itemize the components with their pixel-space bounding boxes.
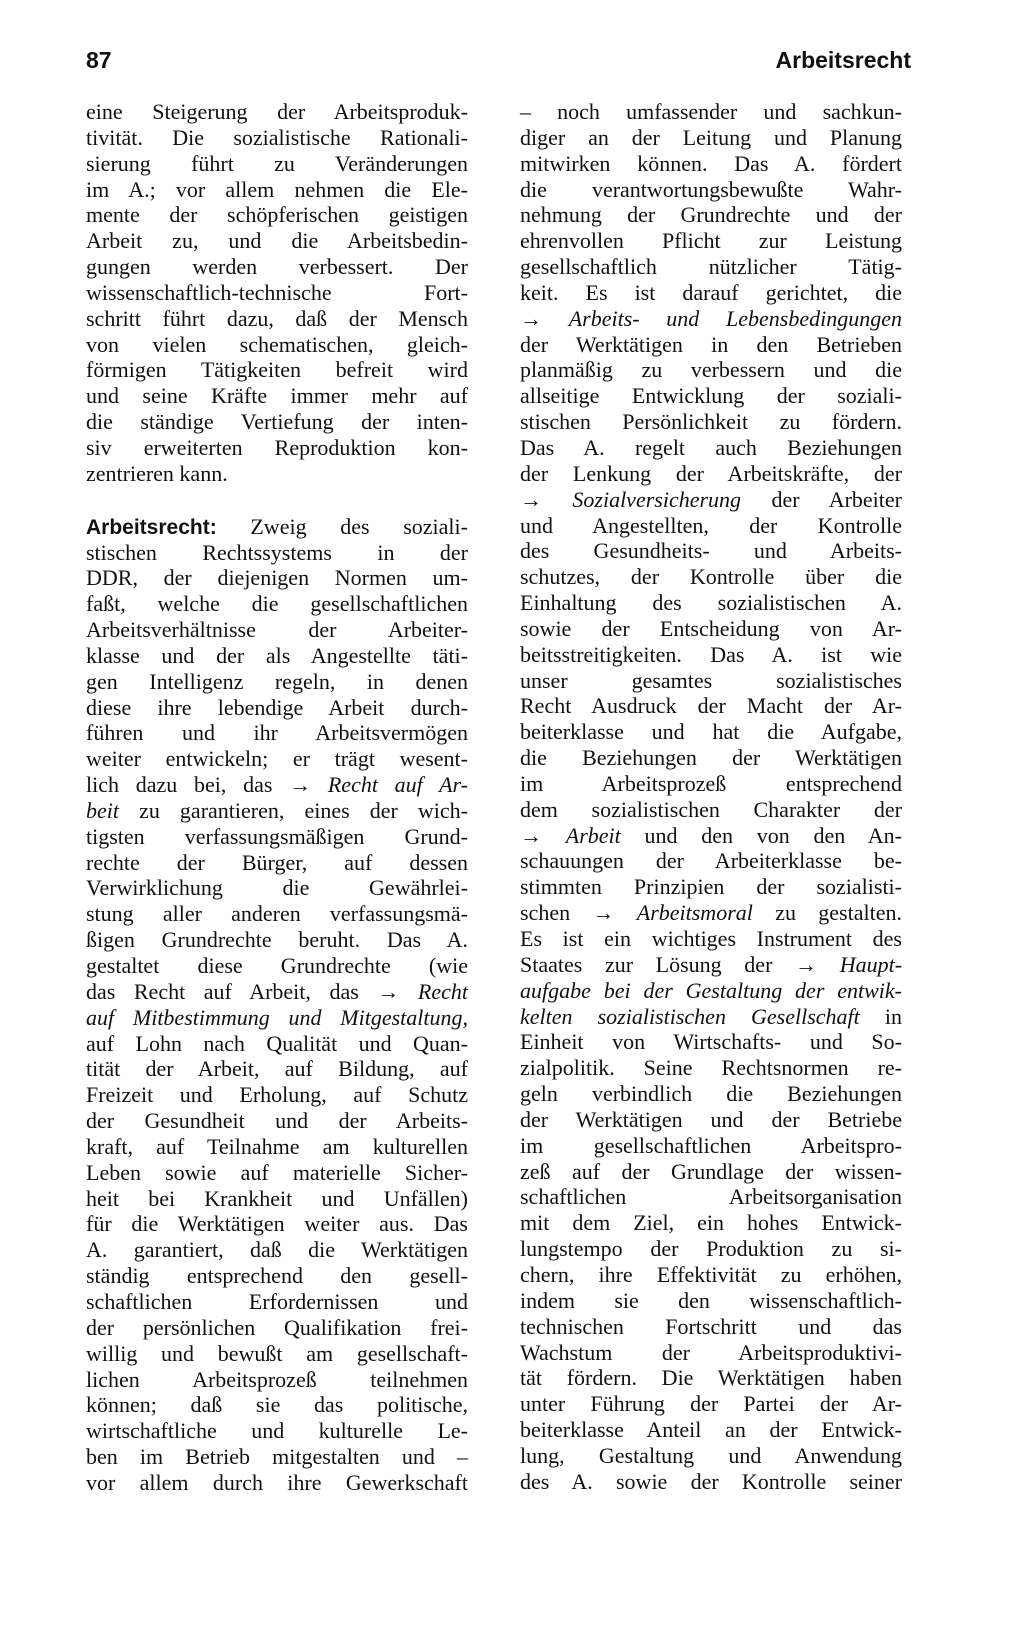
text-line: gestaltet diese Grundrechte (wie [86,953,468,978]
text-line: eine Steigerung der Arbeitsproduk- [86,99,468,124]
text-line: diger an der Leitung und Planung [520,124,902,150]
text-line [520,952,902,978]
text-line: Arbeitsverhältnisse der Arbeiter- [86,617,468,643]
cross-reference-link[interactable]: kelten sozialistischen Gesellschaft [520,1003,860,1029]
text-line: Einheit von Wirtschafts- und So- [520,1029,902,1055]
text-line: Das A. regelt auch Beziehungen [520,434,902,460]
text-run: zu gestalten. [752,900,902,926]
cross-reference-link[interactable]: Arbeits- und Lebensbedingungen [568,305,902,331]
text-line: führen und ihr Arbeitsvermögen [86,720,468,746]
text-line: mente der schöpferischen geistigen [86,202,468,228]
text-line: zeß auf der Grundlage der wissen- [520,1158,902,1184]
text-line: gen Intelligenz regeln, in denen [86,668,468,694]
text-line: und seine Kräfte immer mehr auf [86,383,468,409]
text-line: wirtschaftliche und kulturelle Le- [86,1418,468,1444]
text-line [86,979,468,1005]
text-line: die verantwortungsbewußte Wahr- [520,176,902,202]
text-line: im A.; vor allem nehmen die Ele- [86,176,468,202]
text-line: unser gesamtes sozialistisches [520,667,902,693]
text-line: lichen Arbeitsprozeß teilnehmen [86,1366,468,1392]
text-line: Es ist ein wichtiges Instrument des [520,926,902,951]
text-line: planmäßig zu verbessern und die [520,357,902,383]
text-line [520,823,902,849]
running-head-title: Arbeitsrecht [775,47,911,73]
text-line: beiterklasse und hat die Aufgabe, [520,719,902,745]
text-line: A. garantiert, daß die Werktätigen [86,1237,468,1263]
cross-reference-link[interactable]: Arbeit [565,822,621,848]
text-line: indem sie den wissenschaftlich- [520,1287,902,1313]
text-line: lungstempo der Produktion zu si- [520,1236,902,1262]
text-line: Einhaltung des sozialistischen A. [520,590,902,616]
page-number: 87 [86,47,112,73]
text-line: stischen Rechtssystems in der [86,539,468,565]
text-line [86,1005,468,1031]
text-line: vor allem durch ihre Gewerkschaft [86,1469,468,1495]
text-line: von vielen schematischen, gleich- [86,331,468,357]
text-line: geln verbindlich die Beziehungen [520,1081,902,1107]
text-line: schutzes, der Kontrolle über die [520,564,902,590]
text-line: der Werktätigen und der Betriebe [520,1106,902,1132]
cross-reference-arrow-icon: → [520,486,542,512]
cross-reference-link[interactable]: beit [86,797,119,823]
cross-reference-link[interactable]: Sozialversicherung [572,486,742,512]
text-run: zu garantieren, eines der wich- [119,797,468,823]
cross-reference-link[interactable]: Recht auf Ar- [327,772,468,798]
text-line: schritt führt dazu, daß der Mensch [86,305,468,331]
text-line: – noch umfassender und sachkun- [520,99,902,124]
text-line: und Angestellten, der Kontrolle [520,512,902,538]
cross-reference-link[interactable]: auf Mitbestimmung und Mitgestaltung, [86,1004,468,1030]
text-line: willig und bewußt am gesellschaft- [86,1340,468,1366]
entry-first-line [86,514,468,540]
text-line [86,772,468,798]
entry-definition-start: Zweig des soziali- [216,513,468,539]
text-line: Leben sowie auf materielle Sicher- [86,1159,468,1185]
text-line: gesellschaftlich nützlicher Tätig- [520,254,902,280]
text-line [520,487,902,513]
text-line: nehmung der Grundrechte und der [520,202,902,228]
text-line: förmigen Tätigkeiten befreit wird [86,357,468,383]
text-line: chern, ihre Effektivität zu erhöhen, [520,1261,902,1287]
entry-term: Arbeitsrecht: [86,515,217,539]
text-line: Arbeit zu, und die Arbeitsbedin- [86,228,468,254]
cross-reference-arrow-icon: → [289,772,312,798]
text-line: Freizeit und Erholung, auf Schutz [86,1082,468,1108]
text-line: faßt, welche die gesellschaftlichen [86,591,468,617]
text-line: ehrenvollen Pflicht zur Leistung [520,228,902,254]
text-line: beiterklasse Anteil an der Entwick- [520,1417,902,1443]
text-line [520,900,902,926]
text-run: lich dazu bei, das [86,772,290,798]
paragraph-gap [86,487,468,514]
text-line: gungen werden verbessert. Der [86,254,468,280]
text-line: im gesellschaftlichen Arbeitspro- [520,1132,902,1158]
text-line: Recht Ausdruck der Macht der Ar- [520,693,902,719]
text-line: tät fördern. Die Werktätigen haben [520,1365,902,1391]
text-line: zialpolitik. Seine Rechtsnormen re- [520,1055,902,1081]
text-line: mitwirken können. Das A. fördert [520,150,902,176]
text-line: tigsten verfassungsmäßigen Grund- [86,823,468,849]
text-line: der Lenkung der Arbeitskräfte, der [520,460,902,486]
text-line: Wachstum der Arbeitsproduktivi- [520,1339,902,1365]
text-line: schaftlichen Arbeitsorganisation [520,1184,902,1210]
text-line: tität der Arbeit, auf Bildung, auf [86,1056,468,1082]
text-line: stimmten Prinzipien der sozialisti- [520,874,902,900]
text-line [86,798,468,824]
text-line: unter Führung der Partei der Ar- [520,1391,902,1417]
text-line [520,306,902,332]
text-line: siv erweiterten Reproduktion kon- [86,434,468,460]
text-line: DDR, der diejenigen Normen um- [86,565,468,591]
text-line: sowie der Entscheidung von Ar- [520,615,902,641]
text-line: rechte der Bürger, auf dessen [86,849,468,875]
cross-reference-arrow-icon: → [795,951,818,977]
text-line: ben im Betrieb mitgestalten und – [86,1444,468,1470]
text-line: weiter entwickeln; er trägt wesent- [86,746,468,772]
text-line: heit bei Krankheit und Unfällen) [86,1185,468,1211]
text-line: mit dem Ziel, ein hohes Entwick- [520,1210,902,1236]
text-line: stung aller anderen verfassungsmä- [86,901,468,927]
text-line: auf Lohn nach Qualität und Quan- [86,1030,468,1056]
text-run: und den von den An- [620,822,903,848]
text-line: technischen Fortschritt und das [520,1313,902,1339]
text-line: kraft, auf Teilnahme am kulturellen [86,1133,468,1159]
text-line: stischen Persönlichkeit zu fördern. [520,409,902,435]
text-line: die ständige Vertiefung der inten- [86,409,468,435]
text-line: ständig entsprechend den gesell- [86,1263,468,1289]
left-column [86,99,468,1496]
cross-reference-link[interactable]: Arbeitsmoral [636,900,753,926]
text-line: diese ihre lebendige Arbeit durch- [86,694,468,720]
text-line: zentrieren kann. [86,460,228,486]
text-line: die Beziehungen der Werktätigen [520,745,902,771]
text-line: Verwirklichung die Gewährlei- [86,875,468,901]
text-line: für die Werktätigen weiter aus. Das [86,1211,468,1237]
text-line: keit. Es ist darauf gerichtet, die [520,279,902,305]
text-line: dem sozialistischen Charakter der [520,796,902,822]
text-line: allseitige Entwicklung der soziali- [520,383,902,409]
text-line: des Gesundheits- und Arbeits- [520,538,902,564]
text-line [520,1004,902,1030]
cross-reference-arrow-icon: → [520,305,542,331]
text-line: schauungen der Arbeiterklasse be- [520,848,902,874]
cross-reference-link[interactable]: aufgabe bei der Gestaltung der entwik- [520,977,902,1003]
text-line: der persönlichen Qualifikation frei- [86,1314,468,1340]
text-run: schen [520,900,593,926]
text-line: der Werktätigen in den Betrieben [520,331,902,357]
text-run: das Recht auf Arbeit, das [86,978,378,1004]
text-line: lung, Gestaltung und Anwendung [520,1442,902,1468]
text-line: können; daß sie das politische, [86,1392,468,1418]
text-line: des A. sowie der Kontrolle seiner [520,1468,902,1494]
text-line: sierung führt zu Veränderungen [86,150,468,176]
text-line: wissenschaftlich-technische Fort- [86,279,468,305]
text-line: tivität. Die sozialistische Rationali- [86,124,468,150]
text-line: klasse und der als Angestellte täti- [86,642,468,668]
text-line: ßigen Grundrechte beruht. Das A. [86,927,468,953]
text-line: schaftlichen Erfordernissen und [86,1288,468,1314]
cross-reference-arrow-icon: → [520,822,542,848]
cross-reference-link[interactable]: Haupt- [839,951,903,977]
right-column [520,99,902,1495]
text-line [520,978,902,1004]
cross-reference-arrow-icon: → [592,900,615,926]
text-line: der Gesundheit und der Arbeits- [86,1108,468,1134]
cross-reference-arrow-icon: → [377,978,400,1004]
text-run: in [859,1003,902,1029]
text-line: beitsstreitigkeiten. Das A. ist wie [520,641,902,667]
text-run: der Arbeiter [741,486,902,512]
text-line: im Arbeitsprozeß entsprechend [520,770,902,796]
cross-reference-link[interactable]: Recht [417,978,468,1004]
text-run: Staates zur Lösung der [520,951,796,977]
